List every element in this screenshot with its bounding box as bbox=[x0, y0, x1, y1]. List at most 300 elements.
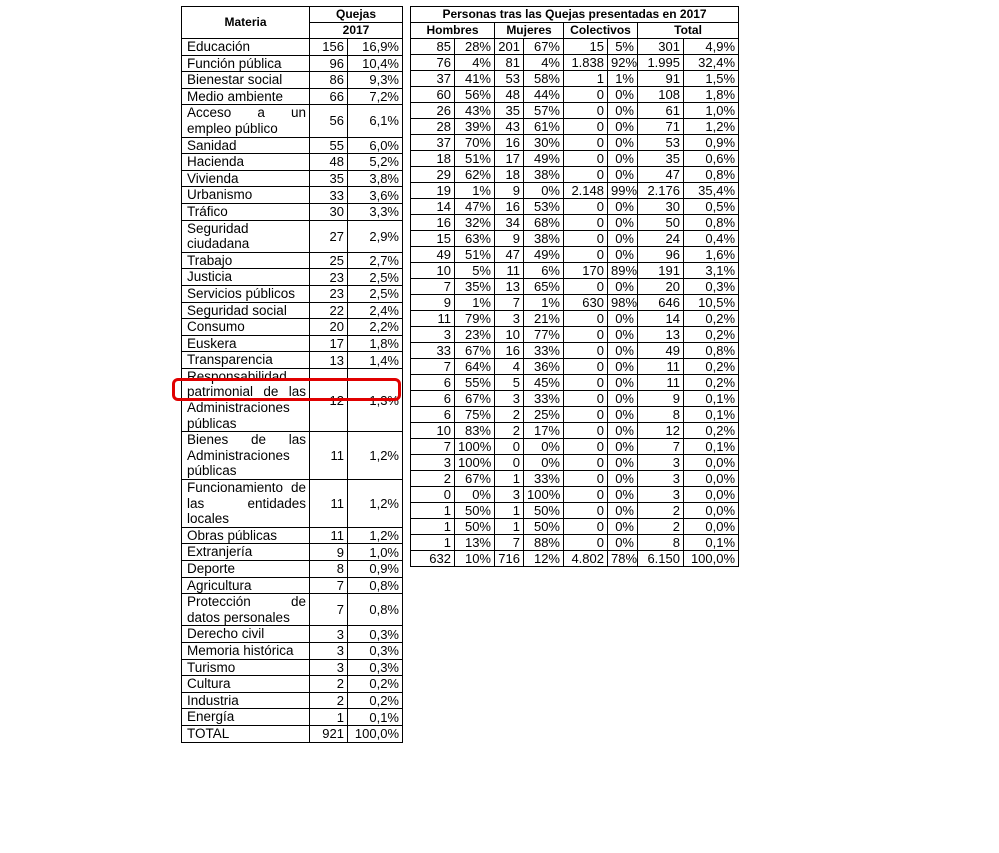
materia-cell: Acceso a un empleo público bbox=[182, 105, 310, 137]
table-row bbox=[182, 170, 403, 187]
hombres-percent-cell: 41% bbox=[455, 71, 495, 87]
colectivos-count-cell: 0 bbox=[564, 359, 608, 375]
materia-cell: Función pública bbox=[182, 55, 310, 72]
hombres-count-cell: 3 bbox=[411, 455, 455, 471]
colectivos-percent-cell: 0% bbox=[608, 87, 638, 103]
colectivos-count-cell: 0 bbox=[564, 375, 608, 391]
hombres-count-cell: 10 bbox=[411, 423, 455, 439]
colectivos-count-cell: 0 bbox=[564, 471, 608, 487]
colectivos-percent-cell: 0% bbox=[608, 423, 638, 439]
colectivos-count-cell: 170 bbox=[564, 263, 608, 279]
mujeres-percent-cell: 21% bbox=[524, 311, 564, 327]
total-percent-cell: 0,5% bbox=[684, 199, 739, 215]
colectivos-count-cell: 0 bbox=[564, 87, 608, 103]
quejas-table bbox=[181, 6, 403, 743]
hombres-percent-cell: 83% bbox=[455, 423, 495, 439]
total-percent-cell: 0,1% bbox=[684, 439, 739, 455]
colectivos-percent-cell: 0% bbox=[608, 359, 638, 375]
quejas-count-cell: 66 bbox=[310, 88, 348, 105]
total-count-cell: 24 bbox=[638, 231, 684, 247]
total-count-cell: 49 bbox=[638, 343, 684, 359]
highlight-box bbox=[172, 378, 401, 401]
hombres-count-cell: 10 bbox=[411, 263, 455, 279]
quejas-percent-cell: 0,1% bbox=[348, 709, 403, 726]
table-row bbox=[411, 311, 739, 327]
table-row bbox=[411, 375, 739, 391]
hombres-count-cell: 37 bbox=[411, 71, 455, 87]
colectivos-percent-cell: 98% bbox=[608, 295, 638, 311]
colectivos-percent-cell: 0% bbox=[608, 519, 638, 535]
mujeres-count-cell: 17 bbox=[495, 151, 524, 167]
total-count-cell: 71 bbox=[638, 119, 684, 135]
quejas-count-cell: 22 bbox=[310, 302, 348, 319]
quejas-percent-cell: 3,3% bbox=[348, 203, 403, 220]
colectivos-count-cell: 0 bbox=[564, 487, 608, 503]
hombres-count-cell: 9 bbox=[411, 295, 455, 311]
table-row bbox=[411, 551, 739, 567]
quejas-count-cell: 3 bbox=[310, 642, 348, 659]
quejas-count-cell: 25 bbox=[310, 252, 348, 269]
colectivos-count-cell: 0 bbox=[564, 215, 608, 231]
header-materia: Materia bbox=[182, 7, 310, 39]
total-count-cell: 8 bbox=[638, 407, 684, 423]
materia-cell: Bienes de las Administraciones públicas bbox=[182, 432, 310, 480]
table-row bbox=[182, 527, 403, 544]
materia-cell: Justicia bbox=[182, 269, 310, 286]
quejas-count-cell: 3 bbox=[310, 626, 348, 643]
total-percent-cell: 1,6% bbox=[684, 247, 739, 263]
hombres-count-cell: 6 bbox=[411, 375, 455, 391]
mujeres-percent-cell: 68% bbox=[524, 215, 564, 231]
total-count-cell: 20 bbox=[638, 279, 684, 295]
mujeres-percent-cell: 50% bbox=[524, 519, 564, 535]
quejas-count-cell: 2 bbox=[310, 676, 348, 693]
hombres-percent-cell: 50% bbox=[455, 519, 495, 535]
mujeres-percent-cell: 33% bbox=[524, 343, 564, 359]
mujeres-count-cell: 0 bbox=[495, 439, 524, 455]
total-percent-cell: 0,6% bbox=[684, 151, 739, 167]
colectivos-percent-cell: 0% bbox=[608, 407, 638, 423]
mujeres-percent-cell: 33% bbox=[524, 471, 564, 487]
table-row bbox=[182, 594, 403, 626]
mujeres-count-cell: 16 bbox=[495, 135, 524, 151]
materia-cell: Seguridad ciudadana bbox=[182, 220, 310, 252]
colectivos-percent-cell: 0% bbox=[608, 471, 638, 487]
materia-cell: Turismo bbox=[182, 659, 310, 676]
materia-cell: Educación bbox=[182, 39, 310, 56]
quejas-count-cell: 9 bbox=[310, 544, 348, 561]
mujeres-count-cell: 7 bbox=[495, 535, 524, 551]
mujeres-count-cell: 2 bbox=[495, 423, 524, 439]
total-percent-cell: 0,1% bbox=[684, 391, 739, 407]
table-row bbox=[411, 423, 739, 439]
total-percent-cell: 0,1% bbox=[684, 535, 739, 551]
table-row bbox=[182, 709, 403, 726]
total-percent-cell: 0,8% bbox=[684, 343, 739, 359]
mujeres-count-cell: 5 bbox=[495, 375, 524, 391]
quejas-count-cell: 11 bbox=[310, 527, 348, 544]
hombres-percent-cell: 28% bbox=[455, 39, 495, 55]
table-row bbox=[182, 72, 403, 89]
colectivos-percent-cell: 0% bbox=[608, 279, 638, 295]
colectivos-percent-cell: 0% bbox=[608, 247, 638, 263]
table-row bbox=[411, 359, 739, 375]
colectivos-percent-cell: 0% bbox=[608, 343, 638, 359]
colectivos-percent-cell: 0% bbox=[608, 167, 638, 183]
colectivos-percent-cell: 0% bbox=[608, 311, 638, 327]
table-row bbox=[411, 167, 739, 183]
mujeres-percent-cell: 44% bbox=[524, 87, 564, 103]
hombres-count-cell: 49 bbox=[411, 247, 455, 263]
quejas-percent-cell: 6,1% bbox=[348, 105, 403, 137]
colectivos-percent-cell: 0% bbox=[608, 487, 638, 503]
header-mujeres: Mujeres bbox=[495, 23, 564, 39]
total-percent-cell: 100,0% bbox=[684, 551, 739, 567]
mujeres-percent-cell: 61% bbox=[524, 119, 564, 135]
quejas-count-cell: 23 bbox=[310, 269, 348, 286]
table-row bbox=[182, 187, 403, 204]
mujeres-count-cell: 16 bbox=[495, 343, 524, 359]
colectivos-count-cell: 0 bbox=[564, 423, 608, 439]
hombres-count-cell: 14 bbox=[411, 199, 455, 215]
hombres-percent-cell: 56% bbox=[455, 87, 495, 103]
total-count-cell: 30 bbox=[638, 199, 684, 215]
quejas-percent-cell: 0,8% bbox=[348, 577, 403, 594]
quejas-count-cell: 8 bbox=[310, 561, 348, 578]
quejas-percent-cell: 1,2% bbox=[348, 480, 403, 528]
mujeres-percent-cell: 38% bbox=[524, 231, 564, 247]
hombres-count-cell: 7 bbox=[411, 439, 455, 455]
colectivos-count-cell: 2.148 bbox=[564, 183, 608, 199]
materia-cell: Extranjería bbox=[182, 544, 310, 561]
mujeres-percent-cell: 67% bbox=[524, 39, 564, 55]
quejas-percent-cell: 2,4% bbox=[348, 302, 403, 319]
total-count-cell: 11 bbox=[638, 359, 684, 375]
hombres-count-cell: 7 bbox=[411, 279, 455, 295]
colectivos-count-cell: 0 bbox=[564, 503, 608, 519]
colectivos-percent-cell: 78% bbox=[608, 551, 638, 567]
colectivos-percent-cell: 0% bbox=[608, 215, 638, 231]
hombres-count-cell: 76 bbox=[411, 55, 455, 71]
colectivos-percent-cell: 0% bbox=[608, 103, 638, 119]
table-row bbox=[182, 561, 403, 578]
hombres-count-cell: 0 bbox=[411, 487, 455, 503]
total-count-cell: 108 bbox=[638, 87, 684, 103]
hombres-percent-cell: 4% bbox=[455, 55, 495, 71]
quejas-percent-cell: 6,0% bbox=[348, 137, 403, 154]
quejas-count-cell: 11 bbox=[310, 432, 348, 480]
quejas-percent-cell: 2,5% bbox=[348, 285, 403, 302]
hombres-percent-cell: 23% bbox=[455, 327, 495, 343]
quejas-count-cell: 7 bbox=[310, 577, 348, 594]
colectivos-count-cell: 0 bbox=[564, 535, 608, 551]
mujeres-percent-cell: 53% bbox=[524, 199, 564, 215]
total-count-cell: 3 bbox=[638, 455, 684, 471]
materia-cell: Energía bbox=[182, 709, 310, 726]
total-percent-cell: 3,1% bbox=[684, 263, 739, 279]
colectivos-percent-cell: 0% bbox=[608, 135, 638, 151]
table-row bbox=[182, 302, 403, 319]
mujeres-percent-cell: 1% bbox=[524, 295, 564, 311]
quejas-percent-cell: 7,2% bbox=[348, 88, 403, 105]
total-percent-cell: 0,0% bbox=[684, 471, 739, 487]
total-percent-cell: 0,8% bbox=[684, 167, 739, 183]
materia-cell: Industria bbox=[182, 692, 310, 709]
hombres-percent-cell: 50% bbox=[455, 503, 495, 519]
mujeres-count-cell: 3 bbox=[495, 391, 524, 407]
mujeres-count-cell: 3 bbox=[495, 311, 524, 327]
quejas-percent-cell: 100,0% bbox=[348, 725, 403, 742]
hombres-count-cell: 7 bbox=[411, 359, 455, 375]
header-quejas: Quejas bbox=[310, 7, 403, 23]
colectivos-percent-cell: 0% bbox=[608, 375, 638, 391]
mujeres-count-cell: 1 bbox=[495, 503, 524, 519]
total-percent-cell: 0,9% bbox=[684, 135, 739, 151]
hombres-percent-cell: 39% bbox=[455, 119, 495, 135]
total-count-cell: 50 bbox=[638, 215, 684, 231]
quejas-count-cell: 17 bbox=[310, 335, 348, 352]
hombres-count-cell: 16 bbox=[411, 215, 455, 231]
hombres-count-cell: 1 bbox=[411, 503, 455, 519]
mujeres-percent-cell: 0% bbox=[524, 455, 564, 471]
colectivos-percent-cell: 0% bbox=[608, 199, 638, 215]
hombres-percent-cell: 47% bbox=[455, 199, 495, 215]
colectivos-count-cell: 15 bbox=[564, 39, 608, 55]
colectivos-percent-cell: 0% bbox=[608, 439, 638, 455]
colectivos-count-cell: 0 bbox=[564, 167, 608, 183]
table-row bbox=[411, 519, 739, 535]
colectivos-count-cell: 0 bbox=[564, 103, 608, 119]
table-row bbox=[411, 455, 739, 471]
mujeres-percent-cell: 33% bbox=[524, 391, 564, 407]
mujeres-count-cell: 48 bbox=[495, 87, 524, 103]
table-row bbox=[182, 544, 403, 561]
mujeres-percent-cell: 38% bbox=[524, 167, 564, 183]
quejas-percent-cell: 1,8% bbox=[348, 335, 403, 352]
mujeres-percent-cell: 0% bbox=[524, 439, 564, 455]
colectivos-percent-cell: 89% bbox=[608, 263, 638, 279]
mujeres-count-cell: 18 bbox=[495, 167, 524, 183]
table-row bbox=[182, 480, 403, 528]
total-count-cell: 301 bbox=[638, 39, 684, 55]
table-row bbox=[182, 642, 403, 659]
quejas-count-cell: 86 bbox=[310, 72, 348, 89]
total-count-cell: 2.176 bbox=[638, 183, 684, 199]
quejas-count-cell: 30 bbox=[310, 203, 348, 220]
total-percent-cell: 0,4% bbox=[684, 231, 739, 247]
table-row bbox=[182, 252, 403, 269]
total-percent-cell: 0,0% bbox=[684, 487, 739, 503]
quejas-percent-cell: 0,3% bbox=[348, 626, 403, 643]
total-count-cell: 9 bbox=[638, 391, 684, 407]
table-row bbox=[411, 295, 739, 311]
hombres-percent-cell: 10% bbox=[455, 551, 495, 567]
mujeres-percent-cell: 77% bbox=[524, 327, 564, 343]
quejas-percent-cell: 2,5% bbox=[348, 269, 403, 286]
mujeres-percent-cell: 36% bbox=[524, 359, 564, 375]
mujeres-count-cell: 3 bbox=[495, 487, 524, 503]
colectivos-count-cell: 0 bbox=[564, 279, 608, 295]
materia-cell: Memoria histórica bbox=[182, 642, 310, 659]
colectivos-count-cell: 1.838 bbox=[564, 55, 608, 71]
materia-cell: Funcionamiento de las entidades locales bbox=[182, 480, 310, 528]
quejas-percent-cell: 10,4% bbox=[348, 55, 403, 72]
table-row bbox=[182, 55, 403, 72]
table-row bbox=[182, 285, 403, 302]
table-row bbox=[182, 203, 403, 220]
hombres-count-cell: 15 bbox=[411, 231, 455, 247]
colectivos-count-cell: 0 bbox=[564, 407, 608, 423]
mujeres-count-cell: 0 bbox=[495, 455, 524, 471]
total-count-cell: 3 bbox=[638, 487, 684, 503]
total-count-cell: 191 bbox=[638, 263, 684, 279]
colectivos-count-cell: 1 bbox=[564, 71, 608, 87]
table-row bbox=[182, 39, 403, 56]
materia-cell: Obras públicas bbox=[182, 527, 310, 544]
mujeres-percent-cell: 6% bbox=[524, 263, 564, 279]
total-percent-cell: 0,2% bbox=[684, 327, 739, 343]
quejas-percent-cell: 0,8% bbox=[348, 594, 403, 626]
mujeres-count-cell: 1 bbox=[495, 471, 524, 487]
hombres-percent-cell: 5% bbox=[455, 263, 495, 279]
quejas-percent-cell: 0,3% bbox=[348, 659, 403, 676]
mujeres-count-cell: 53 bbox=[495, 71, 524, 87]
mujeres-count-cell: 16 bbox=[495, 199, 524, 215]
total-percent-cell: 0,2% bbox=[684, 375, 739, 391]
table-row bbox=[411, 407, 739, 423]
quejas-percent-cell: 16,9% bbox=[348, 39, 403, 56]
table-row bbox=[411, 487, 739, 503]
colectivos-count-cell: 0 bbox=[564, 231, 608, 247]
total-percent-cell: 0,2% bbox=[684, 423, 739, 439]
hombres-count-cell: 1 bbox=[411, 519, 455, 535]
materia-cell: Deporte bbox=[182, 561, 310, 578]
hombres-count-cell: 18 bbox=[411, 151, 455, 167]
quejas-count-cell: 96 bbox=[310, 55, 348, 72]
quejas-count-cell: 1 bbox=[310, 709, 348, 726]
mujeres-percent-cell: 88% bbox=[524, 535, 564, 551]
colectivos-percent-cell: 0% bbox=[608, 231, 638, 247]
mujeres-percent-cell: 57% bbox=[524, 103, 564, 119]
quejas-count-cell: 35 bbox=[310, 170, 348, 187]
mujeres-count-cell: 13 bbox=[495, 279, 524, 295]
colectivos-percent-cell: 0% bbox=[608, 535, 638, 551]
quejas-percent-cell: 5,2% bbox=[348, 154, 403, 171]
total-count-cell: 6.150 bbox=[638, 551, 684, 567]
table-row bbox=[411, 87, 739, 103]
hombres-percent-cell: 67% bbox=[455, 343, 495, 359]
total-count-cell: 47 bbox=[638, 167, 684, 183]
total-count-cell: 13 bbox=[638, 327, 684, 343]
header-hombres: Hombres bbox=[411, 23, 495, 39]
table-row bbox=[411, 103, 739, 119]
table-row bbox=[182, 137, 403, 154]
table-row bbox=[182, 269, 403, 286]
total-count-cell: 61 bbox=[638, 103, 684, 119]
total-count-cell: 7 bbox=[638, 439, 684, 455]
hombres-percent-cell: 32% bbox=[455, 215, 495, 231]
table-row bbox=[182, 725, 403, 742]
hombres-percent-cell: 100% bbox=[455, 455, 495, 471]
materia-cell: Trabajo bbox=[182, 252, 310, 269]
hombres-percent-cell: 67% bbox=[455, 391, 495, 407]
total-count-cell: 35 bbox=[638, 151, 684, 167]
hombres-percent-cell: 63% bbox=[455, 231, 495, 247]
quejas-percent-cell: 0,2% bbox=[348, 692, 403, 709]
header-personas: Personas tras las Quejas presentadas en 2017 bbox=[411, 7, 739, 23]
table-row bbox=[182, 335, 403, 352]
mujeres-percent-cell: 50% bbox=[524, 503, 564, 519]
table-row bbox=[411, 263, 739, 279]
quejas-count-cell: 156 bbox=[310, 39, 348, 56]
total-count-cell: 11 bbox=[638, 375, 684, 391]
quejas-percent-cell: 3,8% bbox=[348, 170, 403, 187]
quejas-count-cell: 921 bbox=[310, 725, 348, 742]
hombres-percent-cell: 51% bbox=[455, 247, 495, 263]
mujeres-percent-cell: 0% bbox=[524, 183, 564, 199]
quejas-percent-cell: 3,6% bbox=[348, 187, 403, 204]
table-row bbox=[411, 183, 739, 199]
quejas-percent-cell: 2,7% bbox=[348, 252, 403, 269]
mujeres-count-cell: 201 bbox=[495, 39, 524, 55]
hombres-percent-cell: 0% bbox=[455, 487, 495, 503]
total-count-cell: 53 bbox=[638, 135, 684, 151]
mujeres-percent-cell: 100% bbox=[524, 487, 564, 503]
table-row bbox=[411, 119, 739, 135]
table-row bbox=[411, 247, 739, 263]
colectivos-count-cell: 0 bbox=[564, 151, 608, 167]
mujeres-count-cell: 81 bbox=[495, 55, 524, 71]
materia-cell: Hacienda bbox=[182, 154, 310, 171]
total-percent-cell: 1,8% bbox=[684, 87, 739, 103]
mujeres-count-cell: 10 bbox=[495, 327, 524, 343]
total-count-cell: 91 bbox=[638, 71, 684, 87]
colectivos-count-cell: 0 bbox=[564, 327, 608, 343]
hombres-count-cell: 1 bbox=[411, 535, 455, 551]
mujeres-percent-cell: 30% bbox=[524, 135, 564, 151]
mujeres-count-cell: 2 bbox=[495, 407, 524, 423]
mujeres-percent-cell: 65% bbox=[524, 279, 564, 295]
quejas-percent-cell: 9,3% bbox=[348, 72, 403, 89]
table-row bbox=[411, 503, 739, 519]
table-row bbox=[411, 151, 739, 167]
table-row bbox=[411, 39, 739, 55]
hombres-percent-cell: 75% bbox=[455, 407, 495, 423]
hombres-count-cell: 26 bbox=[411, 103, 455, 119]
hombres-percent-cell: 100% bbox=[455, 439, 495, 455]
table-row bbox=[182, 577, 403, 594]
hombres-count-cell: 29 bbox=[411, 167, 455, 183]
hombres-percent-cell: 1% bbox=[455, 183, 495, 199]
mujeres-percent-cell: 12% bbox=[524, 551, 564, 567]
total-count-cell: 8 bbox=[638, 535, 684, 551]
quejas-percent-cell: 2,9% bbox=[348, 220, 403, 252]
header-colectivos: Colectivos bbox=[564, 23, 638, 39]
hombres-count-cell: 632 bbox=[411, 551, 455, 567]
table-row bbox=[182, 220, 403, 252]
total-percent-cell: 10,5% bbox=[684, 295, 739, 311]
hombres-count-cell: 60 bbox=[411, 87, 455, 103]
hombres-percent-cell: 35% bbox=[455, 279, 495, 295]
colectivos-count-cell: 0 bbox=[564, 199, 608, 215]
quejas-count-cell: 55 bbox=[310, 137, 348, 154]
mujeres-percent-cell: 25% bbox=[524, 407, 564, 423]
mujeres-count-cell: 43 bbox=[495, 119, 524, 135]
mujeres-percent-cell: 49% bbox=[524, 151, 564, 167]
quejas-count-cell: 11 bbox=[310, 480, 348, 528]
table-row bbox=[411, 55, 739, 71]
table-row bbox=[182, 692, 403, 709]
